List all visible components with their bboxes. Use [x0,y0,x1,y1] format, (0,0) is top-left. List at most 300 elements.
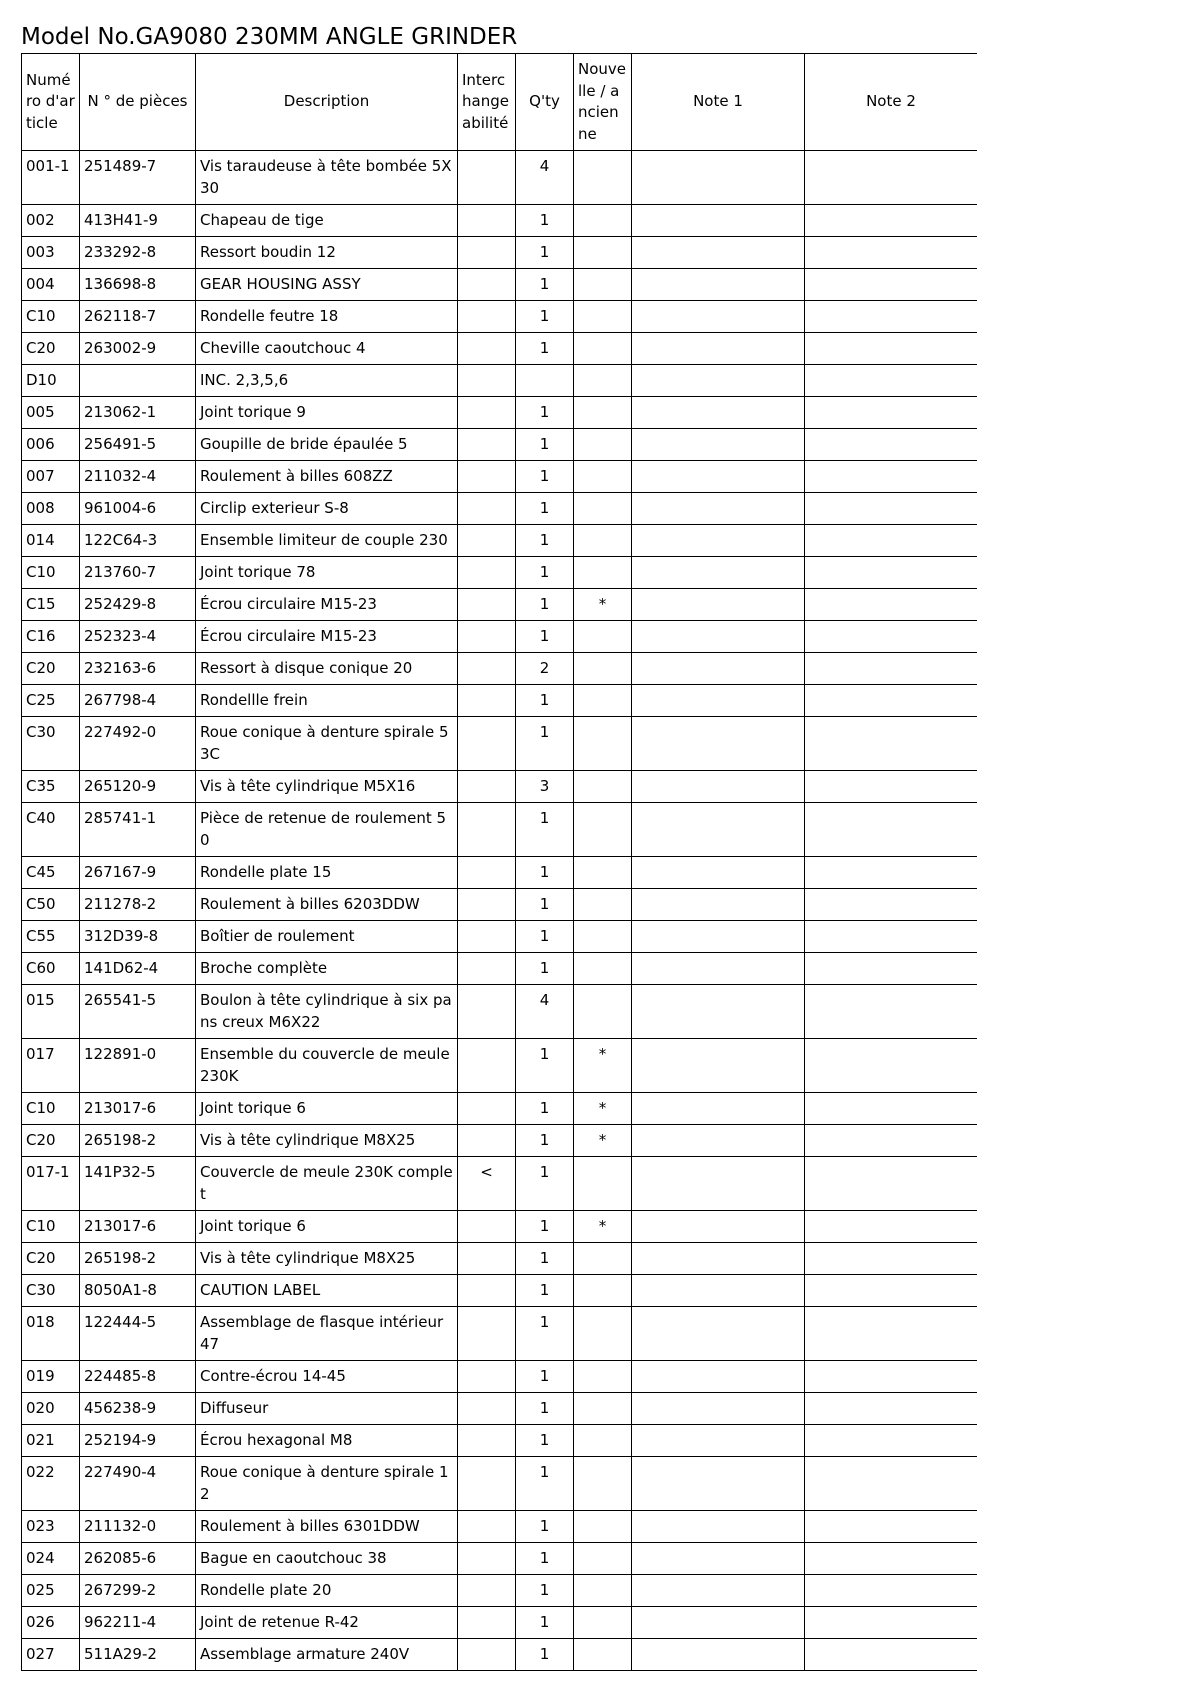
table-row [22,1243,978,1275]
cell-qty: 1 [516,525,574,557]
cell-note1 [632,771,805,803]
cell-item-no: 027 [22,1639,80,1671]
cell-qty: 1 [516,889,574,921]
cell-interchangeability [458,621,516,653]
cell-note2 [805,717,978,771]
cell-new-old [574,333,632,365]
table-row [22,1425,978,1457]
cell-note2 [805,1125,978,1157]
cell-description: Vis à tête cylindrique M5X16 [196,771,458,803]
cell-item-no: 015 [22,985,80,1039]
cell-description: Vis à tête cylindrique M8X25 [196,1125,458,1157]
cell-qty: 1 [516,1039,574,1093]
cell-note2 [805,803,978,857]
table-row [22,1039,978,1093]
cell-note2 [805,1275,978,1307]
cell-description: Joint torique 6 [196,1211,458,1243]
cell-new-old [574,857,632,889]
cell-qty: 2 [516,653,574,685]
cell-qty: 1 [516,461,574,493]
cell-part-no: 211132-0 [80,1511,196,1543]
cell-item-no: C60 [22,953,80,985]
cell-item-no: 026 [22,1607,80,1639]
cell-item-no: C20 [22,1243,80,1275]
table-row [22,1275,978,1307]
cell-note2 [805,1607,978,1639]
cell-new-old: * [574,1093,632,1125]
cell-new-old: * [574,589,632,621]
cell-note2 [805,771,978,803]
cell-note1 [632,525,805,557]
cell-note1 [632,1275,805,1307]
table-row [22,365,978,397]
cell-part-no: 256491-5 [80,429,196,461]
cell-item-no: 008 [22,493,80,525]
cell-qty: 1 [516,685,574,717]
cell-item-no: C40 [22,803,80,857]
cell-qty: 1 [516,1639,574,1671]
cell-description: Vis taraudeuse à tête bombée 5X30 [196,151,458,205]
cell-new-old [574,653,632,685]
cell-item-no: 024 [22,1543,80,1575]
cell-part-no: 263002-9 [80,333,196,365]
cell-description: Écrou circulaire M15-23 [196,621,458,653]
cell-note1 [632,803,805,857]
cell-note1 [632,589,805,621]
cell-part-no: 262118-7 [80,301,196,333]
cell-description: Joint de retenue R-42 [196,1607,458,1639]
cell-description: Ressort boudin 12 [196,237,458,269]
cell-item-no: C20 [22,653,80,685]
cell-note1 [632,557,805,589]
cell-qty: 1 [516,1457,574,1511]
cell-qty: 1 [516,237,574,269]
cell-qty: 1 [516,1543,574,1575]
cell-qty: 1 [516,717,574,771]
cell-new-old [574,1457,632,1511]
cell-note1 [632,1607,805,1639]
table-row [22,301,978,333]
cell-part-no: 265120-9 [80,771,196,803]
cell-interchangeability [458,1511,516,1543]
cell-interchangeability [458,803,516,857]
cell-part-no: 251489-7 [80,151,196,205]
cell-description: Cheville caoutchouc 4 [196,333,458,365]
cell-part-no: 141P32-5 [80,1157,196,1211]
cell-note1 [632,1457,805,1511]
cell-qty: 1 [516,803,574,857]
cell-description: Joint torique 78 [196,557,458,589]
cell-new-old [574,921,632,953]
cell-note2 [805,921,978,953]
cell-qty: 1 [516,1243,574,1275]
cell-note2 [805,1039,978,1093]
cell-part-no: 265541-5 [80,985,196,1039]
cell-interchangeability [458,857,516,889]
cell-item-no: 007 [22,461,80,493]
cell-interchangeability: < [458,1157,516,1211]
cell-new-old [574,1243,632,1275]
table-row [22,1639,978,1671]
cell-qty: 1 [516,493,574,525]
cell-note2 [805,1361,978,1393]
cell-description: Ensemble limiteur de couple 230 [196,525,458,557]
cell-note1 [632,1393,805,1425]
cell-part-no: 312D39-8 [80,921,196,953]
cell-note2 [805,205,978,237]
page-title: Model No.GA9080 230MM ANGLE GRINDER [21,24,518,50]
cell-note2 [805,685,978,717]
cell-description: Chapeau de tige [196,205,458,237]
cell-part-no: 265198-2 [80,1243,196,1275]
cell-qty: 1 [516,333,574,365]
cell-note2 [805,1575,978,1607]
cell-interchangeability [458,953,516,985]
cell-qty: 1 [516,1093,574,1125]
cell-description: Assemblage armature 240V [196,1639,458,1671]
cell-note2 [805,1243,978,1275]
cell-description: Assemblage de flasque intérieur 47 [196,1307,458,1361]
cell-part-no: 252323-4 [80,621,196,653]
cell-note1 [632,1157,805,1211]
table-row [22,1093,978,1125]
cell-note2 [805,1211,978,1243]
cell-new-old [574,621,632,653]
cell-description: Rondellle frein [196,685,458,717]
cell-new-old [574,1307,632,1361]
cell-description: Ensemble du couvercle de meule 230K [196,1039,458,1093]
cell-description: Roulement à billes 608ZZ [196,461,458,493]
cell-interchangeability [458,889,516,921]
cell-note1 [632,1511,805,1543]
cell-qty: 1 [516,1393,574,1425]
cell-new-old [574,1543,632,1575]
cell-interchangeability [458,1607,516,1639]
cell-new-old [574,237,632,269]
cell-interchangeability [458,1393,516,1425]
cell-part-no: 122C64-3 [80,525,196,557]
cell-note1 [632,921,805,953]
cell-note1 [632,333,805,365]
cell-note1 [632,653,805,685]
cell-note1 [632,151,805,205]
cell-interchangeability [458,461,516,493]
table-row [22,1361,978,1393]
table-row [22,1211,978,1243]
cell-new-old [574,525,632,557]
cell-qty: 1 [516,1425,574,1457]
cell-note1 [632,429,805,461]
cell-interchangeability [458,557,516,589]
cell-new-old [574,269,632,301]
cell-note2 [805,237,978,269]
table-row [22,889,978,921]
cell-note2 [805,461,978,493]
cell-interchangeability [458,1211,516,1243]
cell-item-no: 005 [22,397,80,429]
cell-note1 [632,1425,805,1457]
cell-new-old [574,205,632,237]
cell-qty: 1 [516,857,574,889]
cell-note2 [805,621,978,653]
cell-new-old [574,685,632,717]
cell-note2 [805,1425,978,1457]
table-row [22,1607,978,1639]
cell-description: Roue conique à denture spirale 53C [196,717,458,771]
cell-qty: 1 [516,557,574,589]
cell-interchangeability [458,1639,516,1671]
cell-interchangeability [458,1243,516,1275]
cell-description: Boîtier de roulement [196,921,458,953]
cell-part-no: 961004-6 [80,493,196,525]
cell-part-no: 962211-4 [80,1607,196,1639]
cell-qty: 4 [516,985,574,1039]
table-row [22,953,978,985]
cell-part-no: 511A29-2 [80,1639,196,1671]
cell-part-no: 224485-8 [80,1361,196,1393]
cell-new-old [574,301,632,333]
cell-new-old: * [574,1125,632,1157]
table-body [22,151,978,1671]
table-row [22,1125,978,1157]
cell-new-old [574,889,632,921]
cell-note2 [805,429,978,461]
table-row [22,493,978,525]
cell-part-no: 141D62-4 [80,953,196,985]
cell-note1 [632,1125,805,1157]
table-row [22,1511,978,1543]
cell-note2 [805,333,978,365]
cell-interchangeability [458,1125,516,1157]
table-row [22,921,978,953]
cell-qty: 1 [516,1275,574,1307]
cell-new-old [574,1607,632,1639]
cell-new-old [574,1425,632,1457]
cell-interchangeability [458,1307,516,1361]
cell-item-no: D10 [22,365,80,397]
cell-note1 [632,1211,805,1243]
cell-part-no: 267167-9 [80,857,196,889]
cell-description: Diffuseur [196,1393,458,1425]
cell-description: Couvercle de meule 230K complet [196,1157,458,1211]
cell-qty: 1 [516,1211,574,1243]
cell-description: INC. 2,3,5,6 [196,365,458,397]
cell-interchangeability [458,1457,516,1511]
cell-note2 [805,1511,978,1543]
table-row [22,557,978,589]
cell-note1 [632,205,805,237]
cell-description: Roulement à billes 6301DDW [196,1511,458,1543]
cell-qty: 1 [516,1125,574,1157]
table-row [22,525,978,557]
cell-note2 [805,525,978,557]
cell-item-no: C16 [22,621,80,653]
cell-qty: 1 [516,205,574,237]
cell-note2 [805,493,978,525]
cell-description: CAUTION LABEL [196,1275,458,1307]
cell-description: Rondelle plate 15 [196,857,458,889]
table-row [22,151,978,205]
cell-note1 [632,985,805,1039]
cell-part-no: 267299-2 [80,1575,196,1607]
cell-description: GEAR HOUSING ASSY [196,269,458,301]
cell-note1 [632,301,805,333]
cell-interchangeability [458,365,516,397]
cell-note2 [805,1639,978,1671]
cell-interchangeability [458,397,516,429]
table-row [22,1307,978,1361]
cell-interchangeability [458,1543,516,1575]
cell-item-no: 018 [22,1307,80,1361]
cell-part-no: 262085-6 [80,1543,196,1575]
cell-new-old [574,365,632,397]
cell-part-no: 122891-0 [80,1039,196,1093]
cell-note2 [805,397,978,429]
cell-description: Joint torique 6 [196,1093,458,1125]
cell-qty: 1 [516,921,574,953]
cell-note2 [805,365,978,397]
cell-note1 [632,269,805,301]
cell-new-old [574,1275,632,1307]
cell-part-no: 227492-0 [80,717,196,771]
cell-note1 [632,461,805,493]
cell-part-no: 227490-4 [80,1457,196,1511]
cell-note1 [632,493,805,525]
cell-item-no: 020 [22,1393,80,1425]
cell-note2 [805,953,978,985]
table-row [22,1543,978,1575]
cell-item-no: 017-1 [22,1157,80,1211]
cell-interchangeability [458,1039,516,1093]
cell-qty: 1 [516,269,574,301]
cell-part-no: 265198-2 [80,1125,196,1157]
cell-interchangeability [458,237,516,269]
cell-description: Boulon à tête cylindrique à six pans creux M6X22 [196,985,458,1039]
cell-new-old [574,429,632,461]
cell-note1 [632,889,805,921]
table-row [22,1157,978,1211]
cell-part-no: 413H41-9 [80,205,196,237]
cell-interchangeability [458,269,516,301]
cell-note1 [632,1361,805,1393]
cell-part-no: 285741-1 [80,803,196,857]
header-description: Description [196,54,458,151]
cell-new-old [574,1511,632,1543]
table-row [22,685,978,717]
cell-description: Vis à tête cylindrique M8X25 [196,1243,458,1275]
cell-description: Rondelle feutre 18 [196,301,458,333]
header-qty: Q'ty [516,54,574,151]
cell-note1 [632,1575,805,1607]
cell-item-no: 006 [22,429,80,461]
cell-part-no [80,365,196,397]
header-note2: Note 2 [805,54,978,151]
cell-item-no: C50 [22,889,80,921]
cell-interchangeability [458,333,516,365]
cell-item-no: C45 [22,857,80,889]
cell-note2 [805,1457,978,1511]
cell-item-no: C10 [22,1211,80,1243]
cell-item-no: C30 [22,717,80,771]
cell-item-no: 021 [22,1425,80,1457]
header-new-old: Nouvelle / ancienne [574,54,632,151]
cell-note1 [632,621,805,653]
cell-item-no: C15 [22,589,80,621]
cell-note1 [632,717,805,771]
cell-description: Circlip exterieur S-8 [196,493,458,525]
cell-interchangeability [458,151,516,205]
cell-qty: 3 [516,771,574,803]
cell-part-no: 213062-1 [80,397,196,429]
cell-part-no: 213017-6 [80,1211,196,1243]
cell-note2 [805,1307,978,1361]
cell-item-no: 019 [22,1361,80,1393]
cell-interchangeability [458,1275,516,1307]
cell-note2 [805,1543,978,1575]
cell-item-no: 004 [22,269,80,301]
table-row [22,1457,978,1511]
cell-description: Écrou hexagonal M8 [196,1425,458,1457]
cell-note2 [805,1093,978,1125]
cell-description: Ressort à disque conique 20 [196,653,458,685]
cell-note2 [805,1157,978,1211]
cell-new-old [574,1639,632,1671]
cell-item-no: C25 [22,685,80,717]
cell-part-no: 211278-2 [80,889,196,921]
cell-note1 [632,953,805,985]
cell-note2 [805,301,978,333]
table-row [22,985,978,1039]
cell-item-no: C10 [22,557,80,589]
cell-note1 [632,1543,805,1575]
cell-note2 [805,985,978,1039]
cell-new-old [574,397,632,429]
cell-item-no: 001-1 [22,151,80,205]
table-row [22,205,978,237]
cell-item-no: 014 [22,525,80,557]
cell-new-old [574,1393,632,1425]
cell-new-old: * [574,1039,632,1093]
cell-new-old [574,493,632,525]
cell-note1 [632,237,805,269]
cell-qty: 1 [516,1157,574,1211]
cell-new-old [574,771,632,803]
cell-note1 [632,1039,805,1093]
cell-part-no: 252429-8 [80,589,196,621]
cell-note1 [632,1639,805,1671]
cell-interchangeability [458,301,516,333]
cell-description: Bague en caoutchouc 38 [196,1543,458,1575]
table-row [22,589,978,621]
cell-new-old [574,985,632,1039]
cell-note2 [805,269,978,301]
cell-interchangeability [458,589,516,621]
cell-new-old [574,461,632,493]
table-row [22,1575,978,1607]
table-row [22,621,978,653]
cell-new-old [574,953,632,985]
cell-qty [516,365,574,397]
header-part-no: N ° de pièces [80,54,196,151]
cell-new-old [574,1575,632,1607]
cell-qty: 1 [516,397,574,429]
cell-description: Rondelle plate 20 [196,1575,458,1607]
cell-item-no: C30 [22,1275,80,1307]
cell-interchangeability [458,685,516,717]
cell-qty: 1 [516,429,574,461]
cell-description: Contre-écrou 14-45 [196,1361,458,1393]
cell-part-no: 136698-8 [80,269,196,301]
